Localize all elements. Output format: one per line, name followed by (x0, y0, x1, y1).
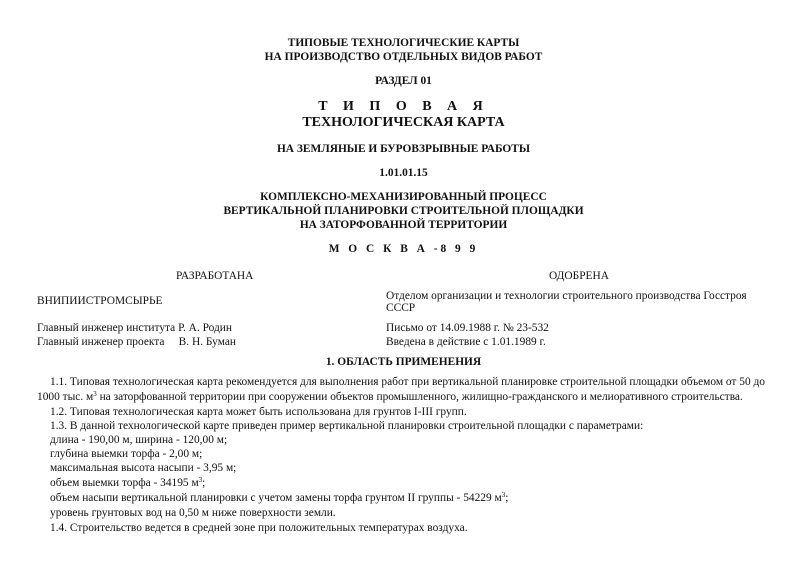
volume-range: 1000 тыс. м (37, 391, 94, 403)
header-line-1: ТИПОВЫЕ ТЕХНОЛОГИЧЕСКИЕ КАРТЫ (287, 37, 520, 49)
param-peat-volume (50, 477, 205, 489)
unit-superscript: 3 (93, 390, 97, 398)
approved-label: ОДОБРЕНА (549, 270, 609, 282)
paragraph-1-4: 1.4. Строительство ведется в средней зоне при положительных температурах воздуха. (50, 522, 468, 534)
paragraph-1-1-line-2 (37, 391, 743, 403)
document-code: 1.01.01.15 (379, 167, 428, 179)
developed-label: РАЗРАБОТАНА (176, 270, 254, 282)
approver-org-line-2: СССР (386, 302, 416, 314)
fill-volume-tail: ; (505, 492, 509, 504)
approver-org-line-1: Отделом организации и технологии строительного производства Госстроя (386, 290, 747, 302)
title-typical: Т И П О В А Я (318, 99, 489, 114)
paragraph-1-3: 1.3. В данной технологической карте приведен пример вертикальной планировки строительной площадки с параметрами: (50, 420, 644, 432)
work-type: НА ЗЕМЛЯНЫЕ И БУРОВЗРЫВНЫЕ РАБОТЫ (276, 143, 531, 155)
peat-volume-tail: ; (202, 477, 206, 489)
section-number: РАЗДЕЛ 01 (375, 75, 432, 87)
subject-line-1: КОМПЛЕКСНО-МЕХАНИЗИРОВАННЫЙ ПРОЦЕСС (260, 191, 547, 203)
param-fill-height: максимальная высота насыпи - 3,95 м; (50, 462, 237, 474)
unit-superscript: 3 (501, 491, 506, 499)
approver-org (386, 290, 766, 314)
param-groundwater: уровень грунтовых вод на 0,50 м ниже поверхности земли. (50, 507, 336, 519)
unit-superscript: 3 (198, 476, 203, 484)
paragraph-1-2: 1.2. Типовая технологическая карта может быть использована для грунтов I-III групп. (50, 406, 467, 418)
subject-line-3: НА ЗАТОРФОВАННОЙ ТЕРРИТОРИИ (299, 219, 508, 231)
fill-volume-text: объем насыпи вертикальной планировки с учетом замены торфа грунтом II группы - 54229 м (50, 492, 502, 504)
effective-date: Введена в действие с 1.01.1989 г. (386, 336, 546, 348)
approval-letter: Письмо от 14.09.1988 г. № 23-532 (386, 322, 549, 334)
param-fill-volume (50, 492, 508, 504)
chief-engineer-project: Главный инженер проекта В. Н. Буман (37, 336, 236, 348)
paragraph-1-1-line-1: 1.1. Типовая технологическая карта рекомендуется для выполнения работ при вертикальной планировке строительной площадки объемом от 50 до (50, 376, 765, 388)
paragraph-1-1-tail: на заторфованной территории при сооружении объектов промышленного, жилищно-гражданского и мелиоративного строительства. (96, 391, 743, 403)
title-tech-card: ТЕХНОЛОГИЧЕСКАЯ КАРТА (302, 115, 505, 130)
peat-volume-text: объем выемки торфа - 34195 м (50, 477, 199, 489)
header-line-2: НА ПРОИЗВОДСТВО ОТДЕЛЬНЫХ ВИДОВ РАБОТ (264, 51, 543, 63)
subject-line-2: ВЕРТИКАЛЬНОЙ ПЛАНИРОВКИ СТРОИТЕЛЬНОЙ ПЛОЩАДКИ (223, 205, 584, 217)
param-length-width: длина - 190,00 м, ширина - 120,00 м; (50, 434, 228, 446)
param-peat-depth: глубина выемки торфа - 2,00 м; (50, 448, 203, 460)
developer-org: ВНИПИИСТРОМСЫРЬЕ (37, 295, 163, 307)
chief-engineer-institute: Главный инженер института Р. А. Родин (37, 322, 232, 334)
section-1-heading: 1. ОБЛАСТЬ ПРИМЕНЕНИЯ (325, 356, 482, 368)
city-year: М О С К В А -8 9 9 (328, 243, 479, 255)
